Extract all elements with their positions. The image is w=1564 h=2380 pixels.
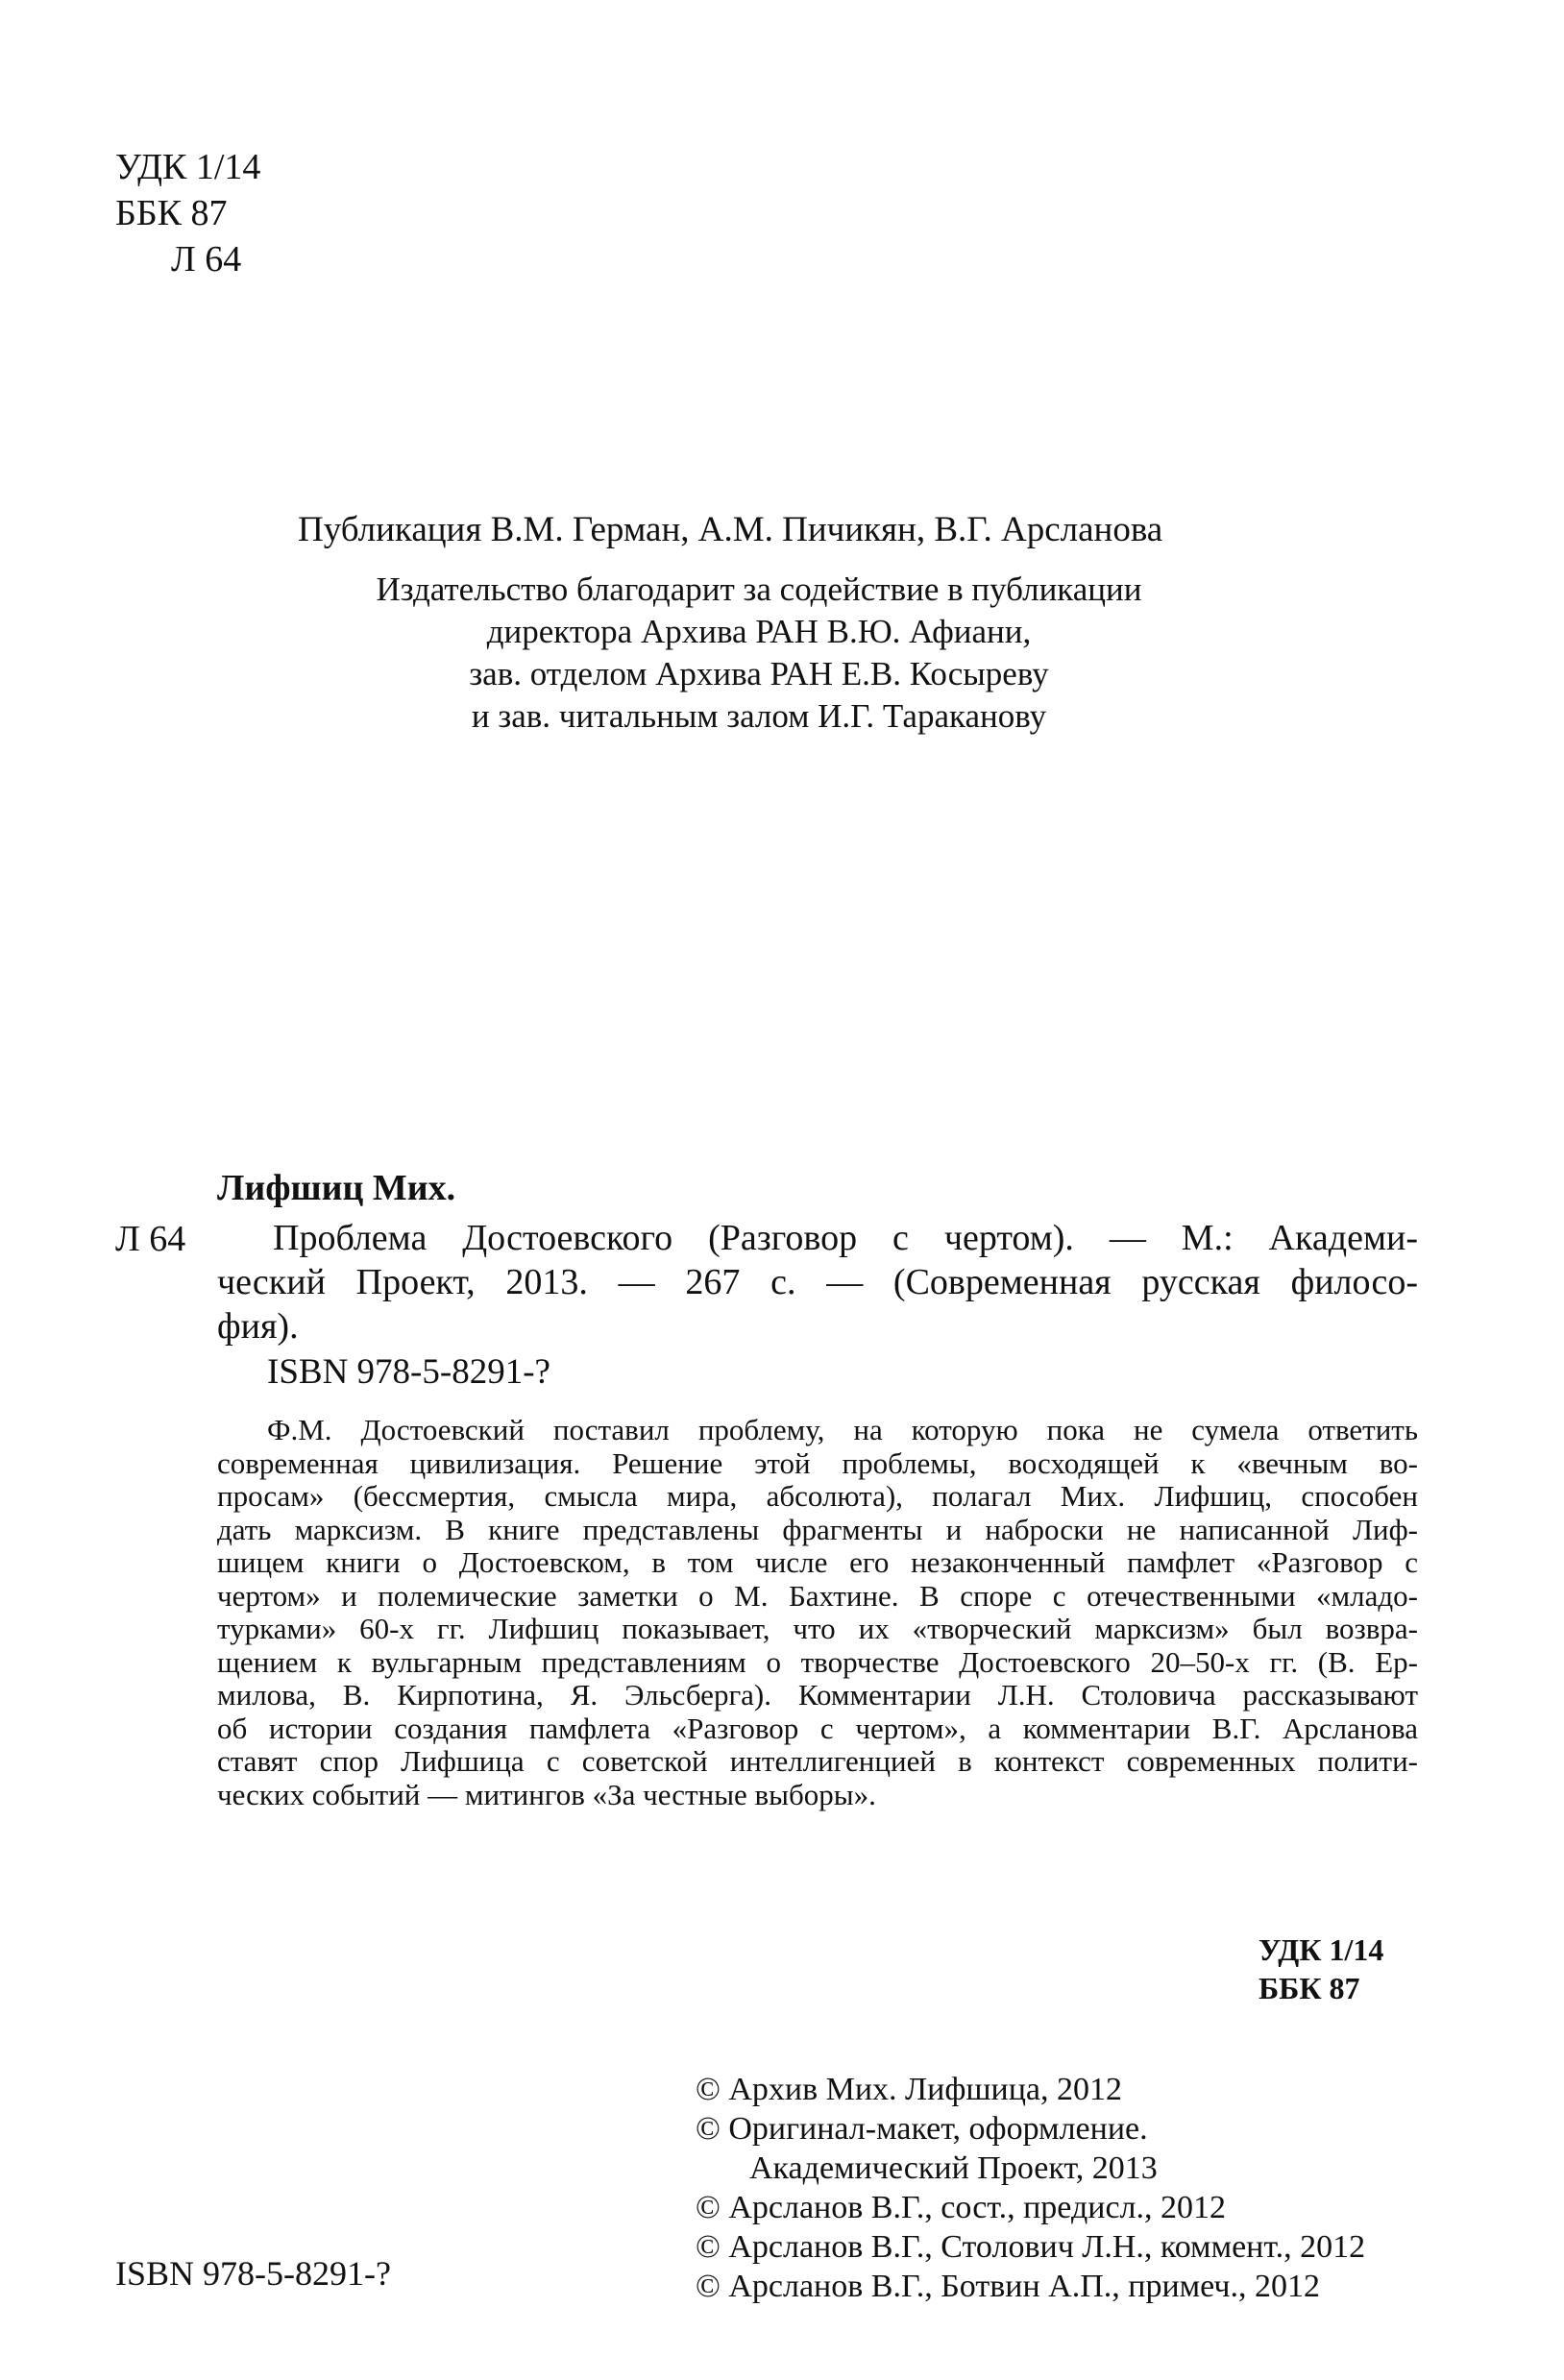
annotation-line: шицем книги о Достоевском, в том числе его незаконченный памфлет «Разговор с [217,1545,1418,1579]
acknowledgement [221,569,1297,738]
description-line: фия). [217,1306,299,1347]
bibliographic-description [217,1216,1418,1348]
acknowledgement-line: директора Архива РАН В.Ю. Афиани, [486,613,1032,650]
annotation-line: дать марксизм. В книге представлены фрагменты и наброски не написанной Лиф- [217,1512,1418,1546]
udk-code: УДК 1/14 [1259,1932,1384,1967]
author-heading: Лифшиц Мих. [217,1168,456,1208]
description-line: Проблема Достоевского (Разговор с чертом). — М.: Академи- [273,1218,1418,1258]
annotation-line: ческих событий — митингов «За честные выборы». [217,1777,876,1811]
annotation-line: милова, В. Кирпотина, Я. Эльсберга). Комментарии Л.Н. Столовича рассказывают [217,1678,1418,1712]
copyright-block [696,2070,1365,2306]
annotation-line: ставят спор Лифшица с советской интеллигенцией в контекст современных полити- [217,1744,1418,1778]
bbk-code: ББК 87 [115,193,228,233]
copyright-line: © Арсланов В.Г., Столович Л.Н., коммент., 2012 [696,2229,1366,2265]
bbk-code: ББК 87 [1259,1971,1360,2005]
annotation-line: об истории создания памфлета «Разговор с чертом», а комментарии В.Г. Арсланова [217,1711,1418,1745]
annotation [217,1414,1418,1811]
copyright-line: © Архив Мих. Лифшица, 2012 [696,2072,1123,2107]
description-line: ческий Проект, 2013. — 267 с. — (Современная русская филосо- [217,1262,1418,1302]
annotation-line: щением к вульгарным представлениям о творчестве Достоевского 20–50-х гг. (В. Ер- [217,1644,1418,1679]
acknowledgement-line: и зав. читальным залом И.Г. Тараканову [471,697,1047,735]
annotation-line: современная цивилизация. Решение этой проблемы, восходящей к «вечным во- [217,1445,1418,1480]
annotation-line: чертом» и полемические заметки о М. Бахтине. В споре с отечественными «младо- [217,1578,1418,1613]
acknowledgement-line: Издательство благодарит за содействие в публикации [376,571,1142,608]
copyright-line: © Оригинал-макет, оформление. [696,2111,1148,2147]
classification-codes-top [115,144,260,282]
annotation-line: просам» (бессмертия, смысла мира, абсолюта), полагал Мих. Лифшиц, способен [217,1479,1418,1513]
udk-code: УДК 1/14 [115,147,261,187]
classification-codes-bottom [1259,1931,1383,2007]
acknowledgement-line: зав. отделом Архива РАН Е.В. Косыреву [469,655,1049,692]
cutter-mark: Л 64 [115,1219,186,1259]
isbn-record: ISBN 978-5-8291-? [267,1352,550,1392]
copyright-line: © Арсланов В.Г., Ботвин А.П., примеч., 2012 [696,2269,1321,2304]
publication-credit: Публикация В.М. Герман, А.М. Пичикян, В.Г. Арсланова [298,510,1163,549]
annotation-line: турками» 60-х гг. Лифшиц показывает, что их «творческий марксизм» был возвра- [217,1612,1418,1645]
isbn-bottom: ISBN 978-5-8291-? [115,2254,391,2293]
cutter-code: Л 64 [171,239,242,279]
annotation-line: Ф.М. Достоевский поставил проблему, на которую пока не сумела ответить [267,1413,1418,1446]
copyright-line: © Арсланов В.Г., сост., предисл., 2012 [696,2190,1227,2225]
copyright-line: Академический Проект, 2013 [749,2150,1158,2186]
